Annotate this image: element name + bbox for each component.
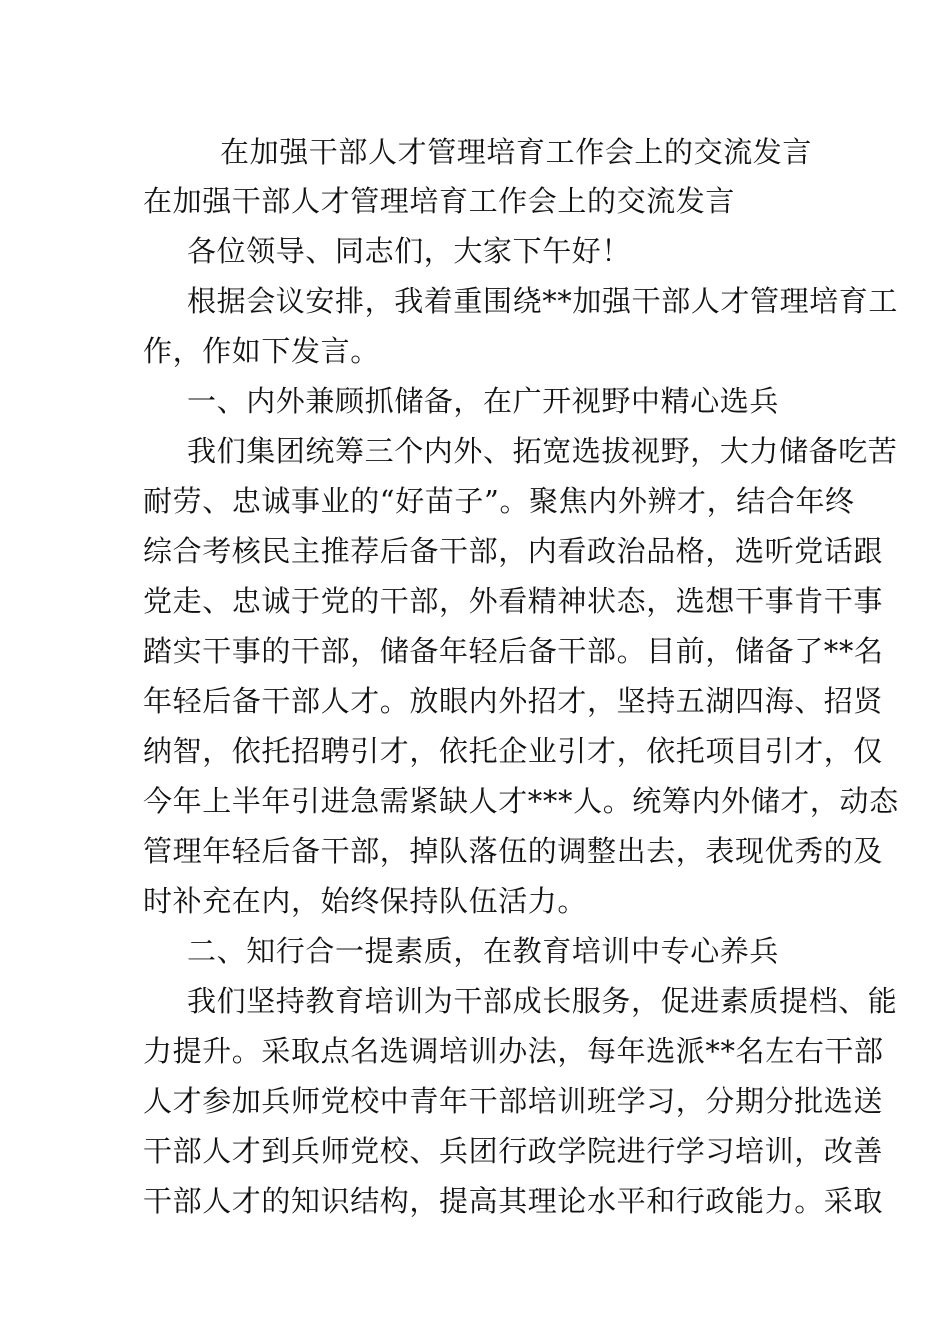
section-1-line: 管理年轻后备干部，掉队落伍的调整出去，表现优秀的及 [143, 834, 884, 868]
document-title: 在加强干部人才管理培育工作会上的交流发言 [220, 135, 813, 169]
section-1-line: 时补充在内，始终保持队伍活力。 [143, 884, 588, 918]
section-1-line: 综合考核民主推荐后备干部，内看政治品格，选听党话跟 [143, 534, 884, 568]
section-1-line: 今年上半年引进急需紧缺人才***人。统筹内外储才，动态 [143, 784, 899, 818]
intro-line: 作，作如下发言。 [143, 334, 380, 368]
section-1-heading: 一、内外兼顾抓储备，在广开视野中精心选兵 [187, 384, 780, 418]
section-1-line: 党走、忠诚于党的干部，外看精神状态，选想干事肯干事 [143, 584, 884, 618]
section-2-line: 力提升。采取点名选调培训办法，每年选派**名左右干部 [143, 1034, 884, 1068]
document-subtitle: 在加强干部人才管理培育工作会上的交流发言 [143, 184, 736, 218]
section-1-line: 年轻后备干部人才。放眼内外招才，坚持五湖四海、招贤 [143, 684, 884, 718]
section-1-line: 耐劳、忠诚事业的“好苗子”。聚焦内外辨才，结合年终 [143, 484, 855, 518]
section-2-line: 人才参加兵师党校中青年干部培训班学习，分期分批选送 [143, 1084, 884, 1118]
section-1-line: 踏实干事的干部，储备年轻后备干部。目前，储备了**名 [143, 634, 884, 668]
section-2-line: 干部人才的知识结构，提高其理论水平和行政能力。采取 [143, 1184, 884, 1218]
intro-line: 根据会议安排，我着重围绕**加强干部人才管理培育工 [187, 284, 899, 318]
section-2-line: 我们坚持教育培训为干部成长服务，促进素质提档、能 [187, 984, 898, 1018]
greeting-paragraph: 各位领导、同志们，大家下午好！ [187, 234, 632, 268]
section-1-line: 纳智，依托招聘引才，依托企业引才，依托项目引才，仅 [143, 734, 884, 768]
section-1-line: 我们集团统筹三个内外、拓宽选拔视野，大力储备吃苦 [187, 434, 898, 468]
section-2-line: 干部人才到兵师党校、兵团行政学院进行学习培训，改善 [143, 1134, 884, 1168]
section-2-heading: 二、知行合一提素质，在教育培训中专心养兵 [187, 934, 780, 968]
